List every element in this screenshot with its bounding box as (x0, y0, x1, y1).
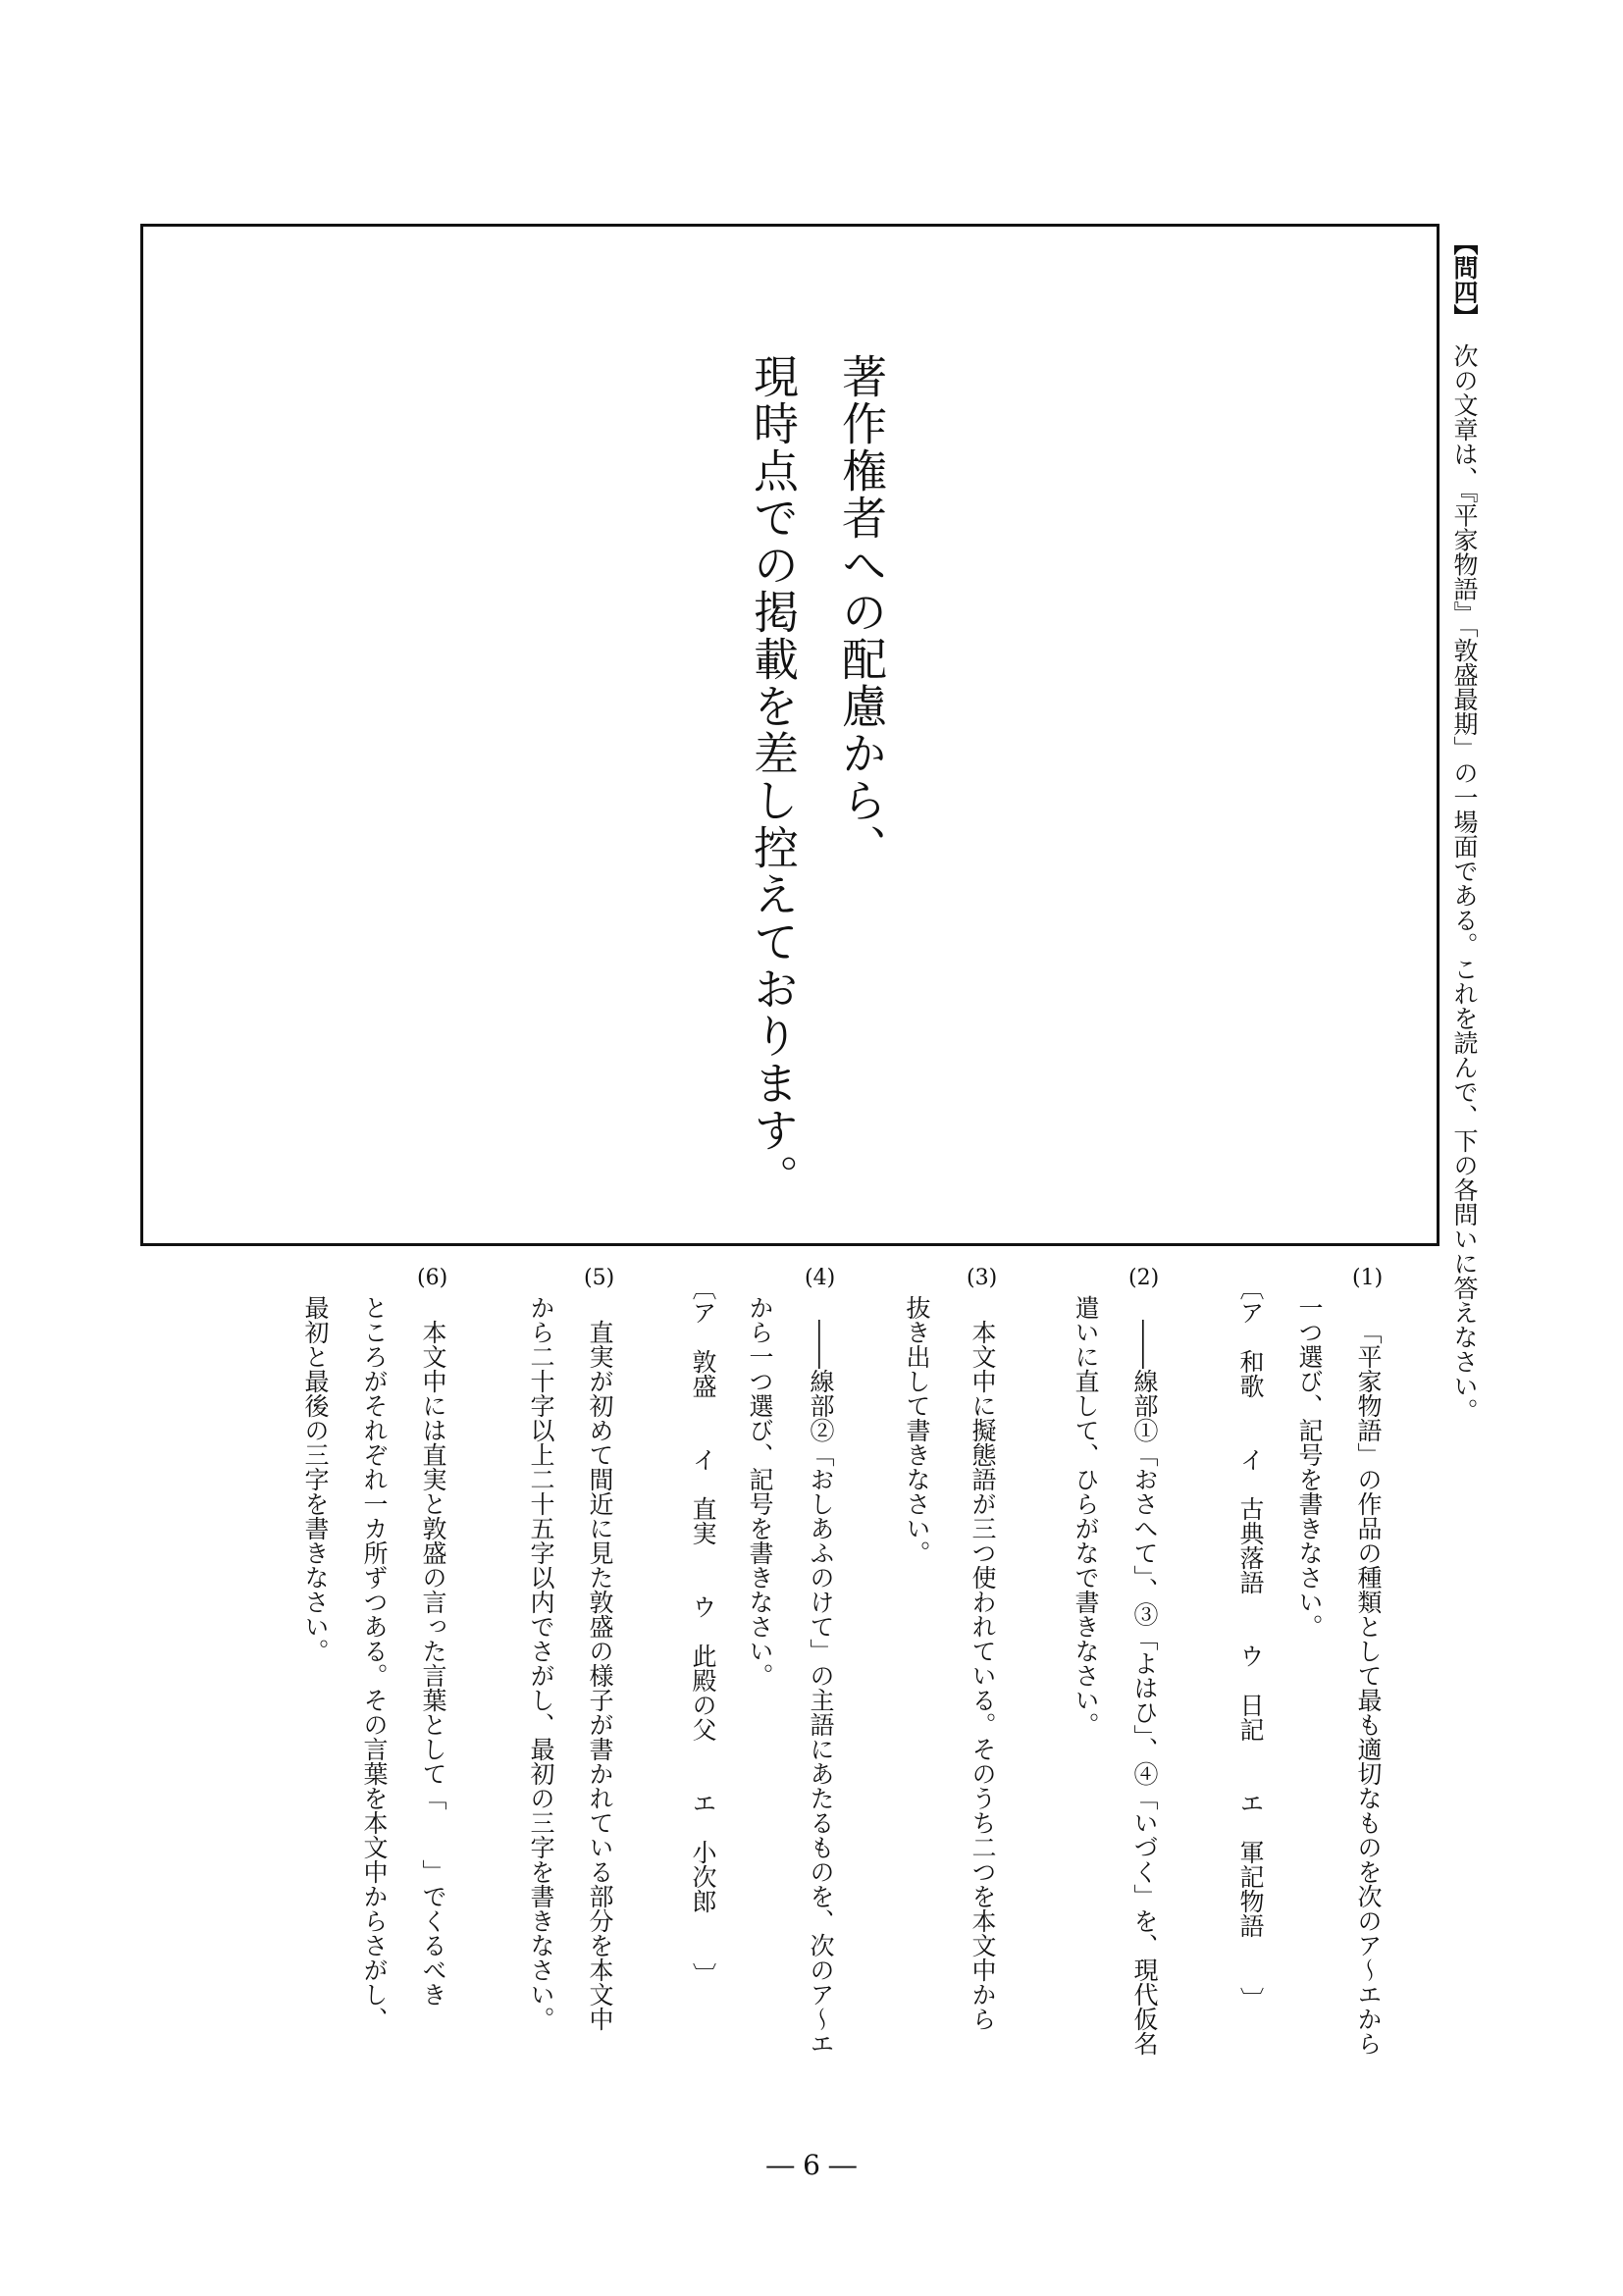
copyright-notice-line1: 著作権者への配慮から、 (835, 353, 888, 871)
question-text: 本文中には直実と敦盛の言った言葉として「 」でくるべき (419, 1320, 447, 2007)
question-text: 抜き出して書きなさい。 (903, 1295, 931, 1565)
question-number: (3) (967, 1266, 998, 1290)
copyright-notice-line2: 現時点での掲載を差し控えております。 (747, 353, 800, 1201)
question-text: 直実が初めて間近に見た敦盛の様子が書かれている部分を本文中 (586, 1320, 614, 2031)
question-instruction: 次の文章は、『平家物語』「敦盛最期」の一場面である。これを読んで、下の各問いに答えなさい。 (1450, 343, 1479, 1423)
answer-options: 〔ア 和歌 イ 古典落語 ウ 日記 エ 軍記物語 〕 (1236, 1276, 1265, 2011)
question-text: ところがそれぞれ一カ所ずつある。その言葉を本文中からさがし、 (360, 1295, 389, 2031)
question-text: 最初と最後の三字を書きなさい。 (301, 1295, 330, 1663)
question-heading: 【問四】 (1450, 231, 1479, 329)
question-text: 遣いに直して、ひらがなで書きなさい。 (1072, 1295, 1100, 1737)
question-text: 「平家物語」の作品の種類として最も適切なものを次のア～エから (1354, 1320, 1383, 2056)
question-number: (2) (1128, 1266, 1160, 1290)
question-text: から二十字以上二十五字以内でさがし、最初の三字を書きなさい。 (527, 1295, 555, 2031)
question-number: (4) (805, 1266, 836, 1290)
question-number: (6) (417, 1266, 448, 1290)
question-number: (5) (584, 1266, 615, 1290)
question-number: (1) (1352, 1266, 1384, 1290)
question-text: から一つ選び、記号を書きなさい。 (746, 1295, 774, 1688)
question-text: ――線部②「おしあふのけて」の主語にあたるものを、次のア～エ (807, 1320, 835, 2056)
answer-options: 〔ア 敦盛 イ 直実 ウ 此殿の父 エ 小次郎 〕 (689, 1276, 717, 1987)
page-number: ― 6 ― (766, 2149, 857, 2181)
question-text: 本文中に擬態語が三つ使われている。そのうち二つを本文中から (969, 1320, 997, 2031)
question-text: ――線部①「おさへて」、③「よはひ」、④「いづく」を、現代仮名 (1130, 1320, 1159, 2056)
question-text: 一つ選び、記号を書きなさい。 (1295, 1295, 1324, 1639)
